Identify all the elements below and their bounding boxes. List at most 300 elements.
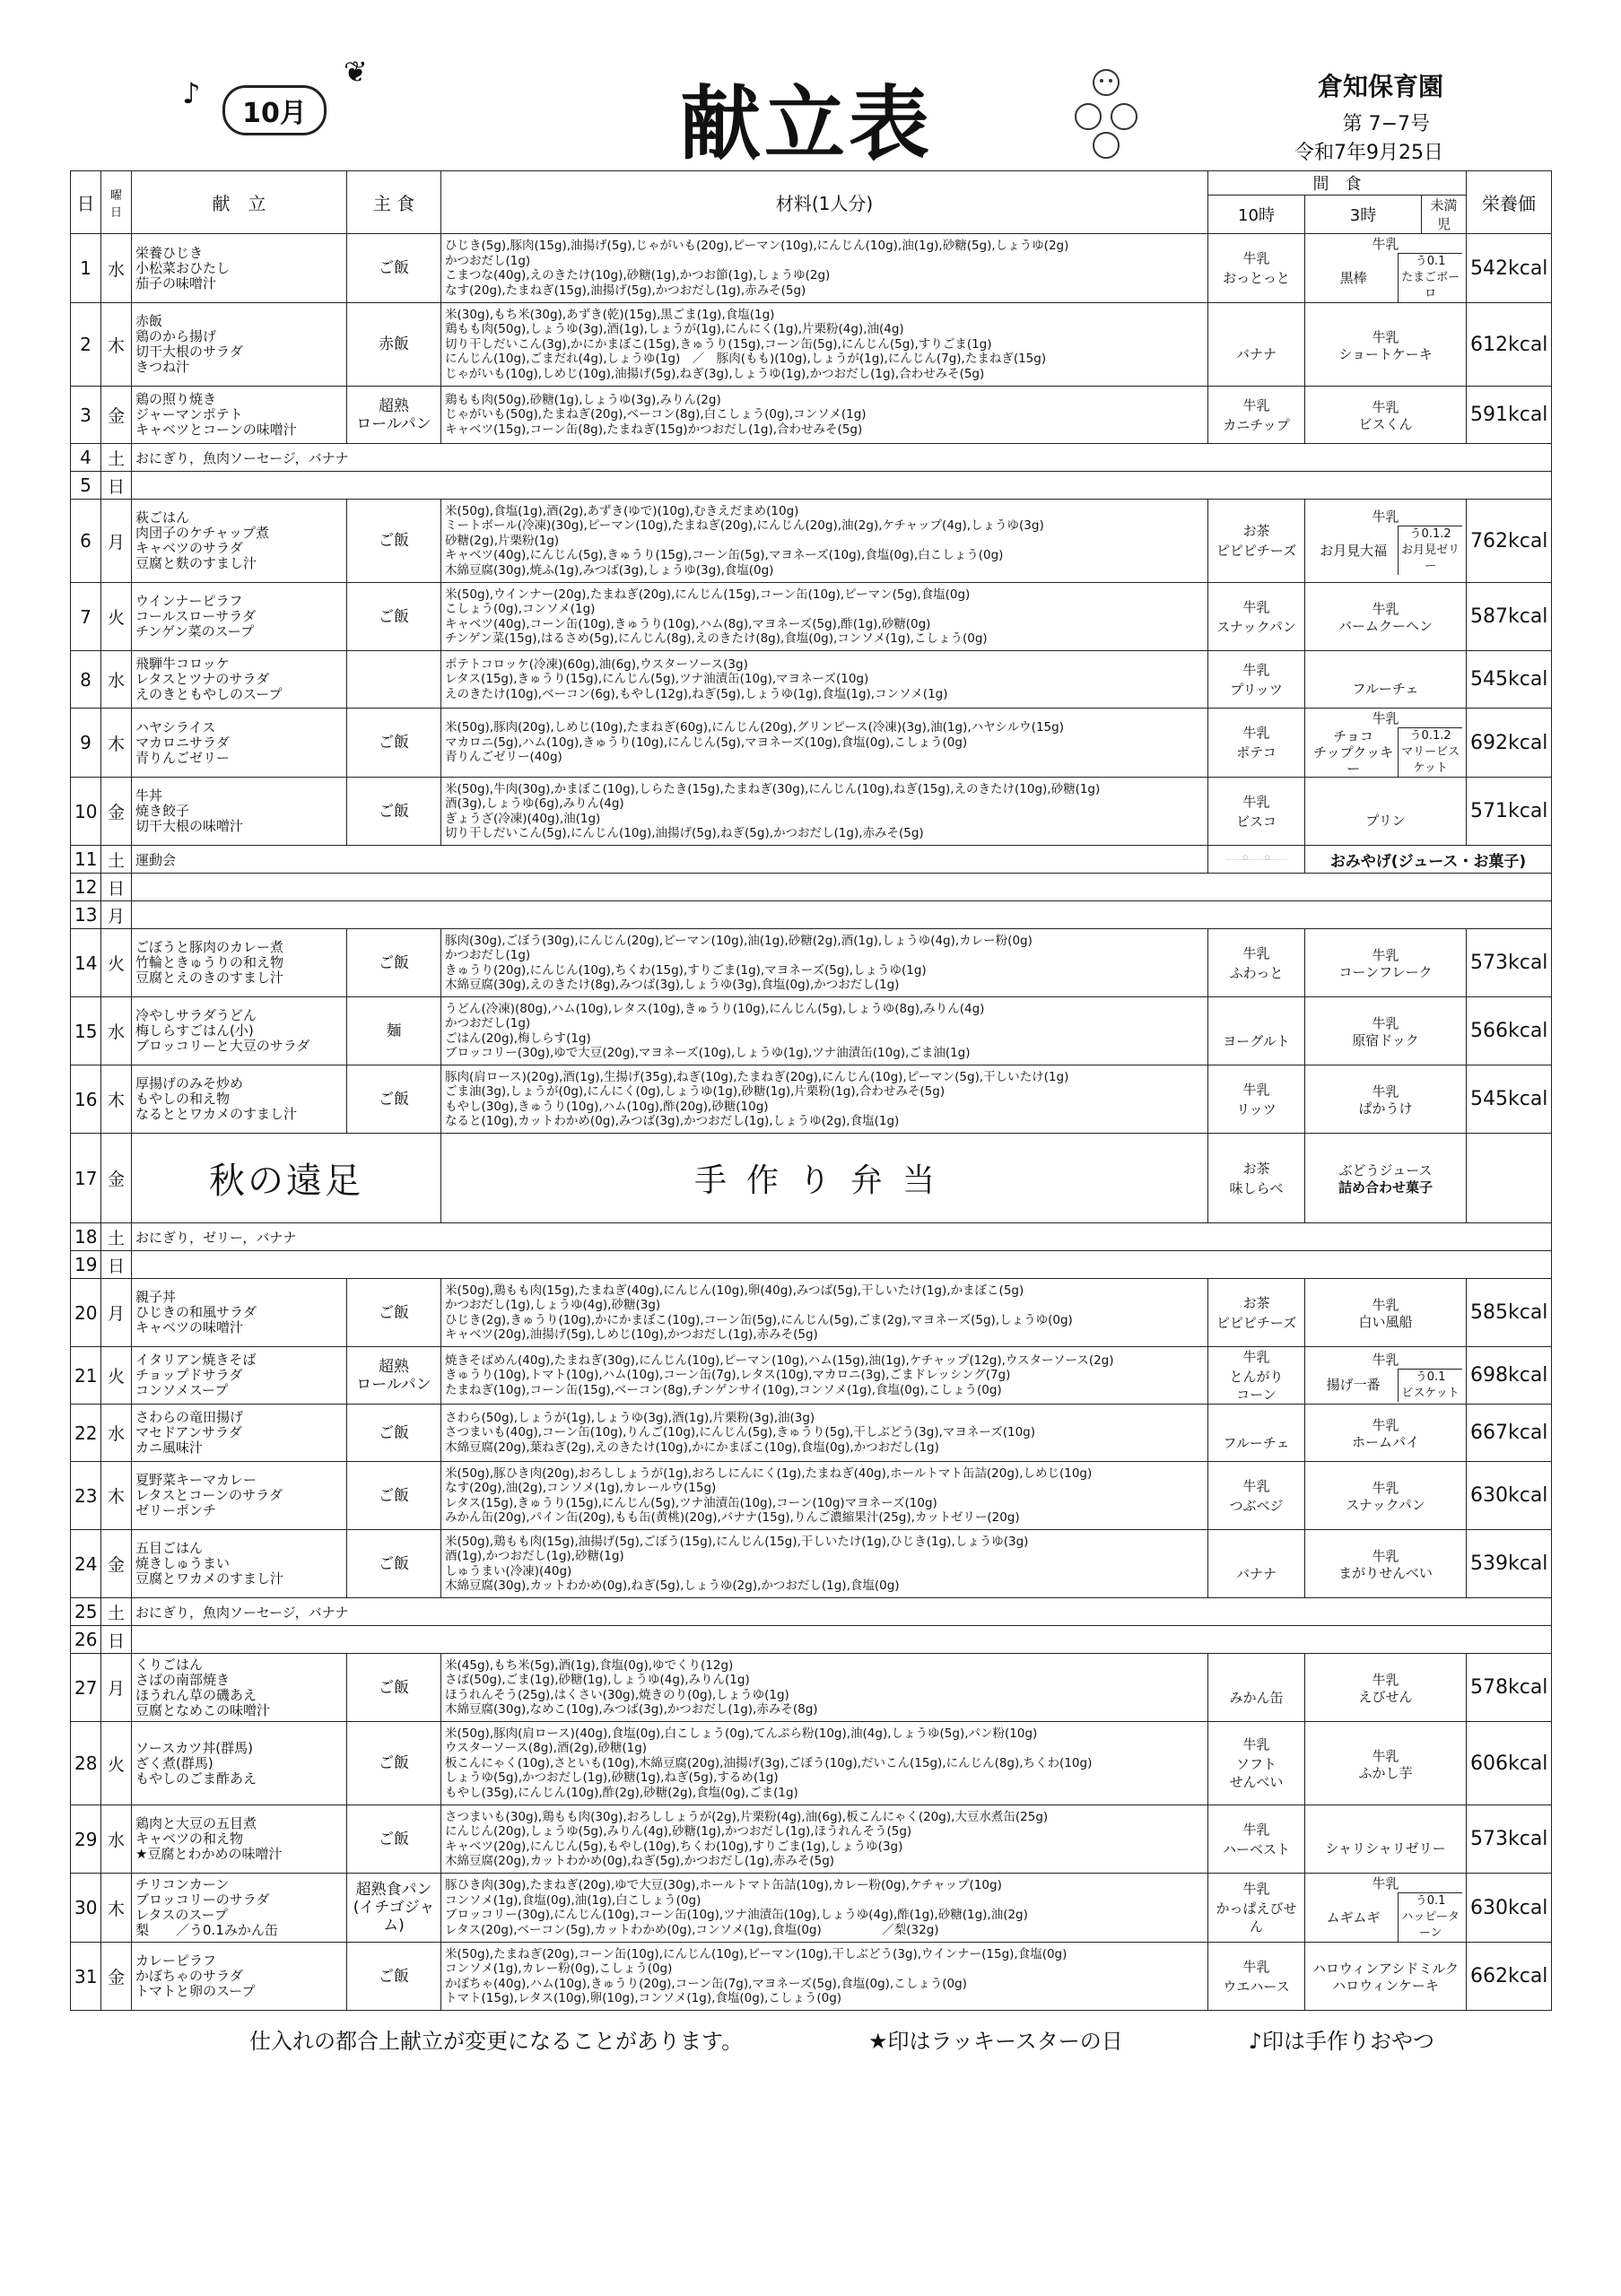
note-cell — [132, 472, 1552, 500]
menu-cell: 牛丼 焼き餃子 切干大根の味噌汁 — [132, 778, 347, 846]
day-cell: 3 — [71, 387, 101, 444]
menu-cell: 親子丼 ひじきの和風サラダ キャベツの味噌汁 — [132, 1279, 347, 1347]
snack-10-cell — [1208, 583, 1305, 651]
snack-10-item: バナナ — [1235, 1565, 1277, 1582]
excursion-title: 秋の遠足 — [132, 1134, 441, 1223]
snack-3-items — [1309, 964, 1462, 980]
snack-3-item: ショートケーキ — [1338, 345, 1433, 362]
ingredients-cell: 米(50g),豚ひき肉(20g),おろししょうが(1g),おろしにんにく(1g),たまねぎ(40g),ホールトマト缶詰(20g),しめじ(10g) なす(20g),油(2g),コンソメ(1g),カレールウ(15g) レタス(15g),きゅうり(15g),にんじん(5g),ツナ油漬缶(10g),コーン(10g)マヨネーズ(10g) みかん缶(20g),パイン缶(20g),もも缶(黄桃)(20g),バナナ(15g),りんご濃縮果汁(25g),カットゼリー(20g) — [441, 1462, 1208, 1530]
calories-cell: 539kcal — [1467, 1530, 1552, 1598]
calories-cell: 545kcal — [1467, 651, 1552, 709]
header — [70, 49, 1551, 170]
snack-10-cell — [1208, 1654, 1305, 1722]
calories-cell: 566kcal — [1467, 997, 1552, 1065]
snack-3-drink: 牛乳 — [1372, 236, 1399, 252]
snack-infant-item: う0.1 たまごボーロ — [1399, 254, 1462, 303]
menu-cell: 鶏の照り焼き ジャーマンポテト キャベツとコーンの味噌汁 — [132, 387, 347, 444]
day-cell: 5 — [71, 472, 101, 500]
snack-3-cell — [1305, 709, 1467, 778]
day-cell: 30 — [71, 1874, 101, 1943]
table-row — [71, 778, 1552, 846]
snack-3-items — [1309, 1765, 1462, 1781]
snack-3-items — [1309, 526, 1462, 575]
dow-cell: 金 — [101, 1530, 132, 1598]
calories-cell: 667kcal — [1467, 1405, 1552, 1462]
col-ingredients: 材料(1人分) — [441, 171, 1208, 234]
snack-10-drink: 牛乳 — [1242, 1958, 1270, 1975]
calories-cell: 606kcal — [1467, 1722, 1552, 1805]
table-row — [71, 929, 1552, 997]
snack-3-cell — [1305, 929, 1467, 997]
issue-number: 第 7−7号 — [1342, 113, 1430, 135]
footer-note-lucky: ★印はラッキースターの日 — [867, 2029, 1123, 2054]
dow-cell: 木 — [101, 709, 132, 778]
snack-3-cell — [1305, 1654, 1467, 1722]
snack-10-item: ウエハース — [1223, 1978, 1290, 1995]
snack-3-cell — [1305, 387, 1467, 444]
snack-3-cell — [1305, 1405, 1467, 1462]
note-cell — [132, 901, 1552, 929]
main-dish-cell: ご飯 — [347, 1279, 441, 1347]
dow-cell: 木 — [101, 1462, 132, 1530]
leaf-icon: ❦ — [344, 55, 368, 89]
menu-cell: イタリアン焼きそば チョップドサラダ コンソメスープ — [132, 1347, 347, 1405]
snack-10-drink — [1212, 1414, 1301, 1434]
day-cell: 21 — [71, 1347, 101, 1405]
snack-3-item: コーンフレーク — [1338, 964, 1433, 980]
dow-cell: 日 — [101, 1251, 132, 1279]
day-cell: 31 — [71, 1943, 101, 2011]
snack-10-cell — [1208, 651, 1305, 709]
day-cell: 28 — [71, 1722, 101, 1805]
day-cell: 9 — [71, 709, 101, 778]
main-dish-cell: 超熟 ロールパン — [347, 387, 441, 444]
main-dish-cell: ご飯 — [347, 1722, 441, 1805]
table-row — [71, 500, 1552, 583]
snack-3-drink: 牛乳 — [1372, 1875, 1399, 1892]
main-dish-cell: ご飯 — [347, 1805, 441, 1874]
page-title: 献立表 — [680, 76, 933, 171]
menu-cell: 飛騨牛コロッケ レタスとツナのサラダ えのきともやしのスープ — [132, 651, 347, 709]
footer-note-handmade: ♪印は手作りおやつ — [1248, 2029, 1434, 2054]
dow-cell: 月 — [101, 1279, 132, 1347]
dow-cell: 水 — [101, 651, 132, 709]
snack-3-drink: 牛乳 — [1372, 328, 1399, 345]
ingredients-cell: 米(50g),たまねぎ(20g),コーン缶(10g),にんじん(10g),ピーマン(10g),干しぶどう(3g),ウインナー(15g),食塩(0g) コンソメ(1g),カレー粉(0g),こしょう(0g) かぼちゃ(40g),ハム(10g),きゅうり(20g),コーン缶(7g),マヨネーズ(5g),食塩(0g),こしょう(0g) トマト(15g),レタス(10g),卵(10g),コンソメ(1g),食塩(0g),こしょう(0g) — [441, 1943, 1208, 2011]
ingredients-cell: 米(45g),もち米(5g),酒(1g),食塩(0g),ゆでくり(12g) さば(50g),ごま(1g),砂糖(1g),しょうゆ(4g),みりん(1g) ほうれんそう(25g),はくさい(30g),焼きのり(0g),しょうゆ(1g) 木綿豆腐(30g),なめこ(10g),みつば(3g),かつおだし(1g),赤みそ(8g) — [441, 1654, 1208, 1722]
snack-10-cell — [1208, 929, 1305, 997]
calories-cell: 662kcal — [1467, 1943, 1552, 2011]
snack-10-item: リッツ — [1236, 1100, 1277, 1118]
snack-3-item: 白い風船 — [1358, 1314, 1413, 1330]
day-cell: 14 — [71, 929, 101, 997]
calories-cell: 578kcal — [1467, 1654, 1552, 1722]
snack-10-drink: 牛乳 — [1242, 944, 1270, 961]
snack-infant-item: う0.1 ハッピーターン — [1399, 1893, 1462, 1943]
col-snack: 間 食 — [1208, 171, 1467, 196]
snack-10-item: 味しらべ — [1229, 1179, 1284, 1196]
snack-10-drink — [1212, 1669, 1301, 1689]
main-dish-cell: ご飯 — [347, 929, 441, 997]
dow-cell: 水 — [101, 1405, 132, 1462]
day-cell: 13 — [71, 901, 101, 929]
table-row — [71, 709, 1552, 778]
snack-3-drink: 牛乳 — [1372, 1083, 1399, 1100]
main-dish-cell: ご飯 — [347, 234, 441, 303]
snack-10-drink: 牛乳 — [1242, 725, 1270, 741]
snack-10-item: ピピピチーズ — [1216, 543, 1297, 559]
menu-cell: 栄養ひじき 小松菜おひたし 茄子の味噌汁 — [132, 234, 347, 303]
snack-3-drink: ハロウィンアシドミルク — [1312, 1961, 1460, 1977]
snack-3-cell — [1305, 1943, 1467, 2011]
calories-cell: 542kcal — [1467, 234, 1552, 303]
table-row — [71, 901, 1552, 929]
snack-3-drink: 牛乳 — [1372, 1015, 1399, 1031]
snack-10-cell — [1208, 1874, 1305, 1943]
snack-infant-item: う0.1.2 お月見ゼリー — [1399, 526, 1462, 576]
snack-10-cell — [1208, 1722, 1305, 1805]
snack-10-cell — [1208, 1943, 1305, 2011]
ingredients-cell: 米(50g),鶏もも肉(15g),たまねぎ(40g),にんじん(10g),卵(40g),みつば(5g),干しいたけ(1g),かまぼこ(5g) かつおだし(1g),しょうゆ(4g),砂糖(3g) ひじき(2g),きゅうり(10g),かにかまぼこ(10g),コーン缶(5g),にんじん(5g),ごま(2g),マヨネーズ(5g),しょうゆ(0g) キャベツ(20g),油揚げ(5g),しめじ(10g),かつおだし(1g),赤みそ(5g) — [441, 1279, 1208, 1347]
day-cell: 11 — [71, 846, 101, 874]
menu-cell: ウインナーピラフ コールスローサラダ チンゲン菜のスープ — [132, 583, 347, 651]
snack-3-cell — [1305, 1065, 1467, 1134]
snack-10-cell — [1208, 997, 1305, 1065]
main-dish-cell: ご飯 — [347, 583, 441, 651]
calories-cell: 545kcal — [1467, 1065, 1552, 1134]
calories-cell: 698kcal — [1467, 1347, 1552, 1405]
snack-3-item: ムギムギ — [1326, 1909, 1381, 1926]
snack-10-cell — [1208, 1065, 1305, 1134]
dow-cell: 金 — [101, 778, 132, 846]
snack-10-item: とんがり コーン — [1229, 1368, 1284, 1403]
calories-cell: 630kcal — [1467, 1462, 1552, 1530]
calories-cell: 585kcal — [1467, 1279, 1552, 1347]
snack-3-cell — [1305, 1530, 1467, 1598]
snack-3-cell — [1305, 997, 1467, 1065]
day-cell: 19 — [71, 1251, 101, 1279]
dow-cell: 金 — [101, 387, 132, 444]
menu-cell: 五目ごはん 焼きしゅうまい 豆腐とワカメのすまし汁 — [132, 1530, 347, 1598]
main-dish-cell: ご飯 — [347, 709, 441, 778]
snack-3-drink: 牛乳 — [1372, 399, 1399, 415]
snack-3-cell — [1305, 1279, 1467, 1347]
dow-cell: 月 — [101, 1654, 132, 1722]
snack-10-item: バナナ — [1235, 346, 1277, 362]
snack-3-item: まがりせんべい — [1338, 1565, 1433, 1581]
snack-3-item: ぱかうけ — [1358, 1100, 1413, 1117]
col-dow: 曜日 — [101, 171, 132, 234]
main-dish-cell: 超熟 ロールパン — [347, 1347, 441, 1405]
day-cell: 27 — [71, 1654, 101, 1722]
school-name: 倉知保育園 — [1317, 72, 1443, 101]
snack-3-cell — [1305, 1874, 1467, 1943]
col-calories: 栄養価 — [1467, 171, 1552, 234]
day-cell: 15 — [71, 997, 101, 1065]
snack-3-drink: 牛乳 — [1372, 1417, 1399, 1433]
ingredients-cell: 焼きそばめん(40g),たまねぎ(30g),にんじん(10g),ピーマン(10g),ハム(15g),油(1g),ケチャップ(12g),ウスターソース(2g) きゅうり(10g),トマト(10g),ハム(10g),コーン缶(7g),レタス(10g),マカロニ(3g),ごまドレッシング(7g) たまねぎ(10g),コーン缶(15g),ベーコン(8g),チンゲンサイ(10g),コンソメ(1g),食塩(0g),こしょう(0g) — [441, 1347, 1208, 1405]
main-dish-cell: ご飯 — [347, 1065, 441, 1134]
table-row — [71, 1134, 1552, 1223]
table-row — [71, 303, 1552, 387]
col-snack-3: 3時 — [1305, 196, 1422, 234]
table-row — [71, 846, 1552, 874]
snack-3-drink: 牛乳 — [1372, 710, 1399, 726]
note-cell: おにぎり，魚肉ソーセージ，バナナ — [132, 444, 1552, 472]
note-cell: 運動会 — [132, 846, 1208, 874]
snack-3-drink: 牛乳 — [1372, 947, 1399, 963]
snack-3-item: プリン — [1365, 812, 1406, 829]
snack-3-cell — [1305, 234, 1467, 303]
table-row — [71, 1654, 1552, 1722]
main-dish-cell: ご飯 — [347, 1943, 441, 2011]
snack-3-drink: 牛乳 — [1372, 1672, 1399, 1688]
day-cell: 6 — [71, 500, 101, 583]
snack-10-item: ふわっと — [1229, 964, 1284, 981]
main-dish-cell: 麺 — [347, 997, 441, 1065]
snack-3-item: 詰め合わせ菓子 — [1338, 1179, 1433, 1196]
day-cell: 20 — [71, 1279, 101, 1347]
snack-3-item: えびせん — [1358, 1689, 1413, 1705]
menu-cell: 厚揚げのみそ炒め もやしの和え物 なるととワカメのすまし汁 — [132, 1065, 347, 1134]
day-cell: 23 — [71, 1462, 101, 1530]
dow-cell: 土 — [101, 1598, 132, 1626]
snack-3-cell — [1305, 1805, 1467, 1874]
snack-3-items — [1309, 1565, 1462, 1581]
snack-3-drink: 牛乳 — [1372, 601, 1399, 617]
calories-cell — [1467, 1134, 1552, 1223]
menu-cell: 萩ごはん 肉団子のケチャップ煮 キャベツのサラダ 豆腐と麩のすまし汁 — [132, 500, 347, 583]
day-cell: 26 — [71, 1626, 101, 1654]
ingredients-cell: 豚肉(30g),ごぼう(30g),にんじん(20g),ピーマン(10g),油(1g),砂糖(2g),酒(1g),しょうゆ(4g),カレー粉(0g) かつおだし(1g) きゅうり(20g),にんじん(10g),ちくわ(15g),すりごま(1g),マヨネーズ(5g),しょうゆ(1g) 木綿豆腐(30g),えのきたけ(8g),みつば(3g),しょうゆ(3g),食塩(0g),かつおだし(1g) — [441, 929, 1208, 997]
day-cell: 2 — [71, 303, 101, 387]
snack-10-drink: お茶 — [1242, 1294, 1270, 1311]
table-row — [71, 1530, 1552, 1598]
table-row — [71, 1223, 1552, 1251]
snack-10-cell — [1208, 303, 1305, 387]
main-dish-cell: 赤飯 — [347, 303, 441, 387]
dow-cell: 日 — [101, 874, 132, 901]
col-snack-10: 10時 — [1208, 196, 1305, 234]
menu-cell: さわらの竜田揚げ マセドアンサラダ カニ風味汁 — [132, 1405, 347, 1462]
calories-cell: 762kcal — [1467, 500, 1552, 583]
snack-10-item: カニチップ — [1223, 416, 1290, 433]
snack-3-cell — [1305, 1462, 1467, 1530]
table-row — [71, 874, 1552, 901]
snack-3-items — [1309, 1978, 1462, 1994]
menu-cell: チリコンカーン ブロッコリーのサラダ レタスのスープ 梨 ／う0.1みかん缶 — [132, 1874, 347, 1943]
music-note-icon: ♪ — [182, 76, 201, 110]
snack-10-item: ビスコ — [1235, 813, 1277, 830]
snack-10-cell — [1208, 1462, 1305, 1530]
snack-infant-item: う0.1.2 マリービスケット — [1399, 728, 1462, 778]
menu-cell: 冷やしサラダうどん 梅しらすごはん(小) ブロッコリーと大豆のサラダ — [132, 997, 347, 1065]
footer — [70, 2011, 1551, 2055]
snack-10-cell — [1208, 1805, 1305, 1874]
snack-3-items — [1309, 1892, 1462, 1942]
dow-cell: 火 — [101, 1347, 132, 1405]
snack-3-item: バームクーヘン — [1338, 618, 1433, 634]
calories-cell: 587kcal — [1467, 583, 1552, 651]
table-row — [71, 234, 1552, 303]
snack-3-items — [1309, 681, 1462, 697]
menu-cell: ごぼうと豚肉のカレー煮 竹輪ときゅうりの和え物 豆腐とえのきのすまし汁 — [132, 929, 347, 997]
note-cell — [132, 874, 1552, 901]
table-row — [71, 1805, 1552, 1874]
table-row — [71, 1722, 1552, 1805]
snack-3-drink — [1309, 663, 1462, 681]
snack-3-drink: ぶどうジュース — [1338, 1162, 1433, 1178]
dow-cell: 月 — [101, 500, 132, 583]
snack-3-cell — [1305, 1347, 1467, 1405]
main-dish-cell: 超熟食パン (イチゴジャム) — [347, 1874, 441, 1943]
footer-note-change: 仕入れの都合上献立が変更になることがあります。 — [249, 2029, 744, 2054]
dow-cell: 木 — [101, 1874, 132, 1943]
snack-3-drink — [1309, 1822, 1462, 1840]
dow-cell: 火 — [101, 1722, 132, 1805]
snack-3-item: ホームパイ — [1351, 1434, 1419, 1450]
note-cell — [132, 1626, 1552, 1654]
day-cell: 24 — [71, 1530, 101, 1598]
snack-3-drink: 牛乳 — [1372, 1480, 1399, 1496]
menu-page — [70, 49, 1551, 2055]
snack-10-item: ハーベスト — [1222, 1840, 1290, 1857]
snack-10-item: プリッツ — [1230, 681, 1283, 698]
snack-10-item: ソフト せんべい — [1229, 1756, 1284, 1790]
menu-rows — [71, 234, 1552, 2011]
main-dish-cell: ご飯 — [347, 1462, 441, 1530]
table-row — [71, 997, 1552, 1065]
snack-10-drink: 牛乳 — [1242, 1081, 1270, 1098]
snack-3-drink: 牛乳 — [1372, 1747, 1399, 1764]
table-row — [71, 444, 1552, 472]
children-illustration-icon — [1066, 63, 1146, 161]
ingredients-cell: さわら(50g),しょうが(1g),しょうゆ(3g),酒(1g),片栗粉(3g),油(3g) さつまいも(40g),コーン缶(10g),りんご(10g),にんじん(5g),きゅうり(5g),干しぶどう(3g),マヨネーズ(10g) 木綿豆腐(20g),葉ねぎ(2g),えのきたけ(10g),かにかまぼこ(10g),食塩(0g),かつおだし(1g) — [441, 1405, 1208, 1462]
snack-3-item: ふかし芋 — [1358, 1764, 1413, 1781]
snack-10-drink: 牛乳 — [1242, 396, 1270, 413]
snack-3-drink: 牛乳 — [1372, 1351, 1399, 1368]
snack-10-drink: 牛乳 — [1242, 1881, 1270, 1897]
snack-3-cell — [1305, 500, 1467, 583]
snack-10-item: ピピピチーズ — [1216, 1314, 1297, 1331]
snack-3-item: チョコ チップクッキー — [1313, 727, 1394, 777]
table-row — [71, 1347, 1552, 1405]
menu-cell: 夏野菜キーマカレー レタスとコーンのサラダ ゼリーポンチ — [132, 1462, 347, 1530]
note-cell: おにぎり，ゼリー，バナナ — [132, 1223, 1552, 1251]
omiyage-cell: おみやげ(ジュース・お菓子) — [1305, 846, 1552, 874]
col-menu: 献 立 — [132, 171, 347, 234]
calories-cell: 692kcal — [1467, 709, 1552, 778]
ingredients-cell: さつまいも(30g),鶏もも肉(30g),おろししょうが(2g),片栗粉(4g),油(6g),板こんにゃく(20g),大豆水煮缶(25g) にんじん(20g),しょうゆ(5g),みりん(4g),砂糖(1g),かつおだし(1g),ほうれんそう(5g) キャベツ(20g),にんじん(5g),もやし(10g),ちくわ(10g),すりごま(1g),しょうゆ(3g) 木綿豆腐(20g),カットわかめ(0g),ねぎ(5g),かつおだし(1g),赤みそ(5g) — [441, 1805, 1208, 1874]
snack-10-item: ポテコ — [1236, 744, 1277, 761]
menu-table — [70, 170, 1552, 2011]
table-row — [71, 1626, 1552, 1654]
snack-10-cell — [1208, 387, 1305, 444]
snack-10-cell — [1208, 234, 1305, 303]
ingredients-cell: 豚肉(肩ロース)(20g),酒(1g),生揚げ(35g),ねぎ(10g),たまねぎ(20g),にんじん(10g),ピーマン(5g),干しいたけ(1g) ごま油(3g),しょうが(0g),にんにく(0g),しょうゆ(1g),砂糖(1g),片栗粉(1g),合わせみそ(5g) もやし(30g),きゅうり(10g),ハム(10g),酢(20g),砂糖(10g) なると(10g),カットわかめ(0g),みつば(3g),かつおだし(1g),しょうゆ(2g),食塩(1g) — [441, 1065, 1208, 1134]
day-cell: 18 — [71, 1223, 101, 1251]
menu-cell: くりごはん さばの南部焼き ほうれん草の磯あえ 豆腐となめこの味噌汁 — [132, 1654, 347, 1722]
day-cell: 10 — [71, 778, 101, 846]
snack-10-drink: 牛乳 — [1242, 598, 1270, 615]
snack-10-cell — [1208, 1405, 1305, 1462]
table-row — [71, 1405, 1552, 1462]
sports-day-illustration-icon — [1212, 846, 1301, 869]
table-row — [71, 1251, 1552, 1279]
snack-10-item: つぶベジ — [1229, 1497, 1284, 1514]
dow-cell: 木 — [101, 1065, 132, 1134]
col-day: 日 — [71, 171, 101, 234]
dow-cell: 水 — [101, 997, 132, 1065]
snack-10-drink — [1212, 1013, 1301, 1032]
table-row — [71, 651, 1552, 709]
menu-cell: ハヤシライス マカロニサラダ 青りんごゼリー — [132, 709, 347, 778]
ingredients-cell: 米(50g),豚肉(肩ロース)(40g),食塩(0g),白こしょう(0g),てんぷら粉(10g),油(4g),しょうゆ(5g),パン粉(10g) ウスターソース(8g),酒(2g),砂糖(1g) 板こんにゃく(10g),さといも(10g),木綿豆腐(20g),油揚げ(3g),ごぼう(10g),だいこん(15g),にんじん(8g),ちくわ(10g) しょうゆ(5g),かつおだし(1g),砂糖(1g),ねぎ(5g),するめ(1g) もやし(35g),にんじん(10g),酢(2g),砂糖(2g),食塩(0g),ごま(1g) — [441, 1722, 1208, 1805]
ingredients-cell: 米(50g),豚肉(20g),しめじ(10g),たまねぎ(60g),にんじん(20g),グリンピース(冷凍)(3g),油(1g),ハヤシルウ(15g) マカロニ(5g),ハム(10g),きゅうり(10g),にんじん(5g),マヨネーズ(10g),食塩(0g),こしょう(0g) 青りんごゼリー(40g) — [441, 709, 1208, 778]
snack-3-items — [1309, 1840, 1462, 1857]
snack-10-item: みかん缶 — [1229, 1689, 1284, 1706]
snack-3-drink: 牛乳 — [1372, 1297, 1399, 1313]
snack-3-drink: 牛乳 — [1372, 509, 1399, 525]
snack-10-cell — [1208, 1134, 1305, 1223]
table-row — [71, 1598, 1552, 1626]
col-snack-infant: 未満児 — [1422, 196, 1467, 234]
snack-3-item: ハロウィンケーキ — [1332, 1978, 1439, 1994]
note-cell: おにぎり，魚肉ソーセージ，バナナ — [132, 1598, 1552, 1626]
snack-3-items — [1309, 618, 1462, 634]
ingredients-cell: 鶏もも肉(50g),砂糖(1g),しょうゆ(3g),みりん(2g) じゃがいも(50g),たまねぎ(20g),ベーコン(8g),白こしょう(0g),コンソメ(1g) キャベツ(15g),コーン缶(8g),たまねぎ(15g)かつおだし(1g),合わせみそ(5g) — [441, 387, 1208, 444]
dow-cell: 日 — [101, 1626, 132, 1654]
table-row — [71, 472, 1552, 500]
snack-3-cell — [1305, 583, 1467, 651]
table-row — [71, 387, 1552, 444]
snack-10-drink: 牛乳 — [1242, 1821, 1270, 1838]
snack-infant-item: う0.1 ビスケット — [1399, 1369, 1462, 1402]
main-dish-cell: ご飯 — [347, 1654, 441, 1722]
main-dish-cell: ご飯 — [347, 1530, 441, 1598]
ingredients-cell: ひじき(5g),豚肉(15g),油揚げ(5g),じゃがいも(20g),ピーマン(10g),にんじん(10g),油(1g),砂糖(5g),しょうゆ(2g) かつおだし(1g) こまつな(40g),えのきたけ(10g),砂糖(1g),かつお節(1g),しょうゆ(2g) なす(20g),たまねぎ(15g),油揚げ(5g),かつおだし(1g),赤みそ(5g) — [441, 234, 1208, 303]
dow-cell: 水 — [101, 234, 132, 303]
snack-10-cell — [1208, 1279, 1305, 1347]
table-row — [71, 1279, 1552, 1347]
bento-label: 手作り弁当 — [441, 1134, 1208, 1223]
menu-cell: カレーピラフ かぼちゃのサラダ トマトと卵のスープ — [132, 1943, 347, 2011]
main-dish-cell: ご飯 — [347, 778, 441, 846]
snack-10-item: かっぱえびせん — [1216, 1900, 1297, 1935]
day-cell: 16 — [71, 1065, 101, 1134]
menu-cell: ソースカツ丼(群馬) ざく煮(群馬) もやしのごま酢あえ — [132, 1722, 347, 1805]
day-cell: 7 — [71, 583, 101, 651]
snack-3-items — [1309, 1497, 1462, 1513]
snack-3-items — [1309, 1434, 1462, 1450]
menu-cell: 赤飯 鶏のから揚げ 切干大根のサラダ きつね汁 — [132, 303, 347, 387]
snack-3-items — [1309, 253, 1462, 302]
day-cell: 17 — [71, 1134, 101, 1223]
month-badge: 10月 — [222, 85, 327, 135]
snack-3-cell — [1305, 1722, 1467, 1805]
snack-10-cell — [1208, 1347, 1305, 1405]
snack-3-item: 揚げ一番 — [1326, 1377, 1381, 1394]
ingredients-cell: 米(50g),ウインナー(20g),たまねぎ(20g),にんじん(15g),コーン缶(10g),ピーマン(5g),食塩(0g) こしょう(0g),コンソメ(1g) キャベツ(40g),コーン缶(10g),きゅうり(10g),ハム(8g),マヨネーズ(5g),酢(1g),砂糖(0g) チンゲン菜(15g),はるさめ(5g),にんじん(8g),えのきたけ(8g),食塩(0g),コンソメ(1g),こしょう(0g) — [441, 583, 1208, 651]
snack-10-item: おっとっと — [1223, 270, 1290, 286]
snack-10-item: ヨーグルト — [1223, 1032, 1290, 1049]
snack-3-item: お月見大福 — [1320, 542, 1388, 559]
snack-3-items — [1309, 727, 1462, 777]
ingredients-cell: 米(30g),もち米(30g),あずき(乾)(15g),黒ごま(1g),食塩(1g) 鶏もも肉(50g),しょうゆ(3g),酒(1g),しょうが(1g),にんにく(1g),片栗粉(4g),油(4g) 切り干しだいこん(3g),かにかまぼこ(15g),きゅうり(15g),コーン缶(5g),にんじん(5g),すりごま(1g) にんじん(10g),ごまだれ(4g),しょうゆ(1g) ／ 豚肉(もも)(10g),しょうが(1g),にんじん(7g),たまねぎ(15g) じゃがいも(10g),しめじ(10g),油揚げ(5g),ねぎ(3g),しょうゆ(1g),かつおだし(1g),合わせみそ(5g) — [441, 303, 1208, 387]
snack-10-drink: 牛乳 — [1242, 661, 1270, 678]
snack-10-drink: 牛乳 — [1242, 1348, 1270, 1365]
dow-cell: 火 — [101, 583, 132, 651]
